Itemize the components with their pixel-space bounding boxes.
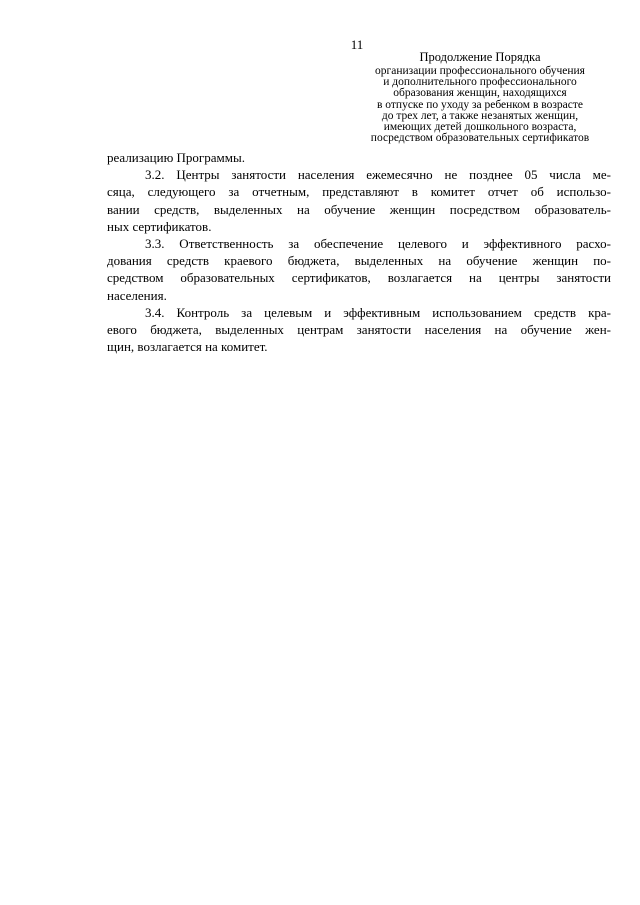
- paragraph-3-4-line: евого бюджета, выделенных центрам занятости населения на обучение жен-: [107, 322, 611, 338]
- document-header: [348, 50, 612, 144]
- header-line: организации профессионального обучения: [375, 65, 585, 77]
- paragraph-3-4-line: щин, возлагается на комитет.: [107, 339, 268, 355]
- paragraph-3-3-line: дования средств краевого бюджета, выделенных на обучение женщин по-: [107, 253, 611, 269]
- header-title: Продолжение Порядка: [419, 50, 541, 64]
- paragraph-3-3-line: 3.3. Ответственность за обеспечение целевого и эффективного расхо-: [145, 236, 611, 252]
- header-line: имеющих детей дошкольного возраста,: [383, 121, 577, 134]
- paragraph-3-2-line: ных сертификатов.: [107, 218, 212, 234]
- paragraph-3-3-line: населения.: [107, 287, 167, 303]
- header-line: в отпуске по уходу за ребенком в возрасте: [376, 98, 583, 111]
- header-line: образования женщин, находящихся: [393, 87, 567, 100]
- paragraph-3-2-line: сяца, следующего за отчетным, представляют в комитет отчет об использо-: [107, 184, 611, 200]
- header-line: и дополнительного профессионального: [383, 76, 577, 89]
- paragraph-3-4-line: 3.4. Контроль за целевым и эффективным использованием средств кра-: [145, 304, 611, 320]
- paragraph-3-2-line: 3.2. Центры занятости населения ежемесячно не позднее 05 числа ме-: [145, 167, 611, 183]
- paragraph-3-2-line: вании средств, выделенных на обучение женщин посредством образователь-: [107, 201, 611, 217]
- body-line: реализацию Программы.: [107, 150, 245, 165]
- paragraph-3-3-line: средством образовательных сертификатов, возлагается на центры занятости: [107, 270, 611, 286]
- header-line: до трех лет, а также незанятых женщин,: [381, 109, 579, 122]
- page-number: 11: [350, 37, 364, 52]
- document-body: [107, 149, 611, 355]
- header-line: посредством образовательных сертификатов: [370, 132, 590, 145]
